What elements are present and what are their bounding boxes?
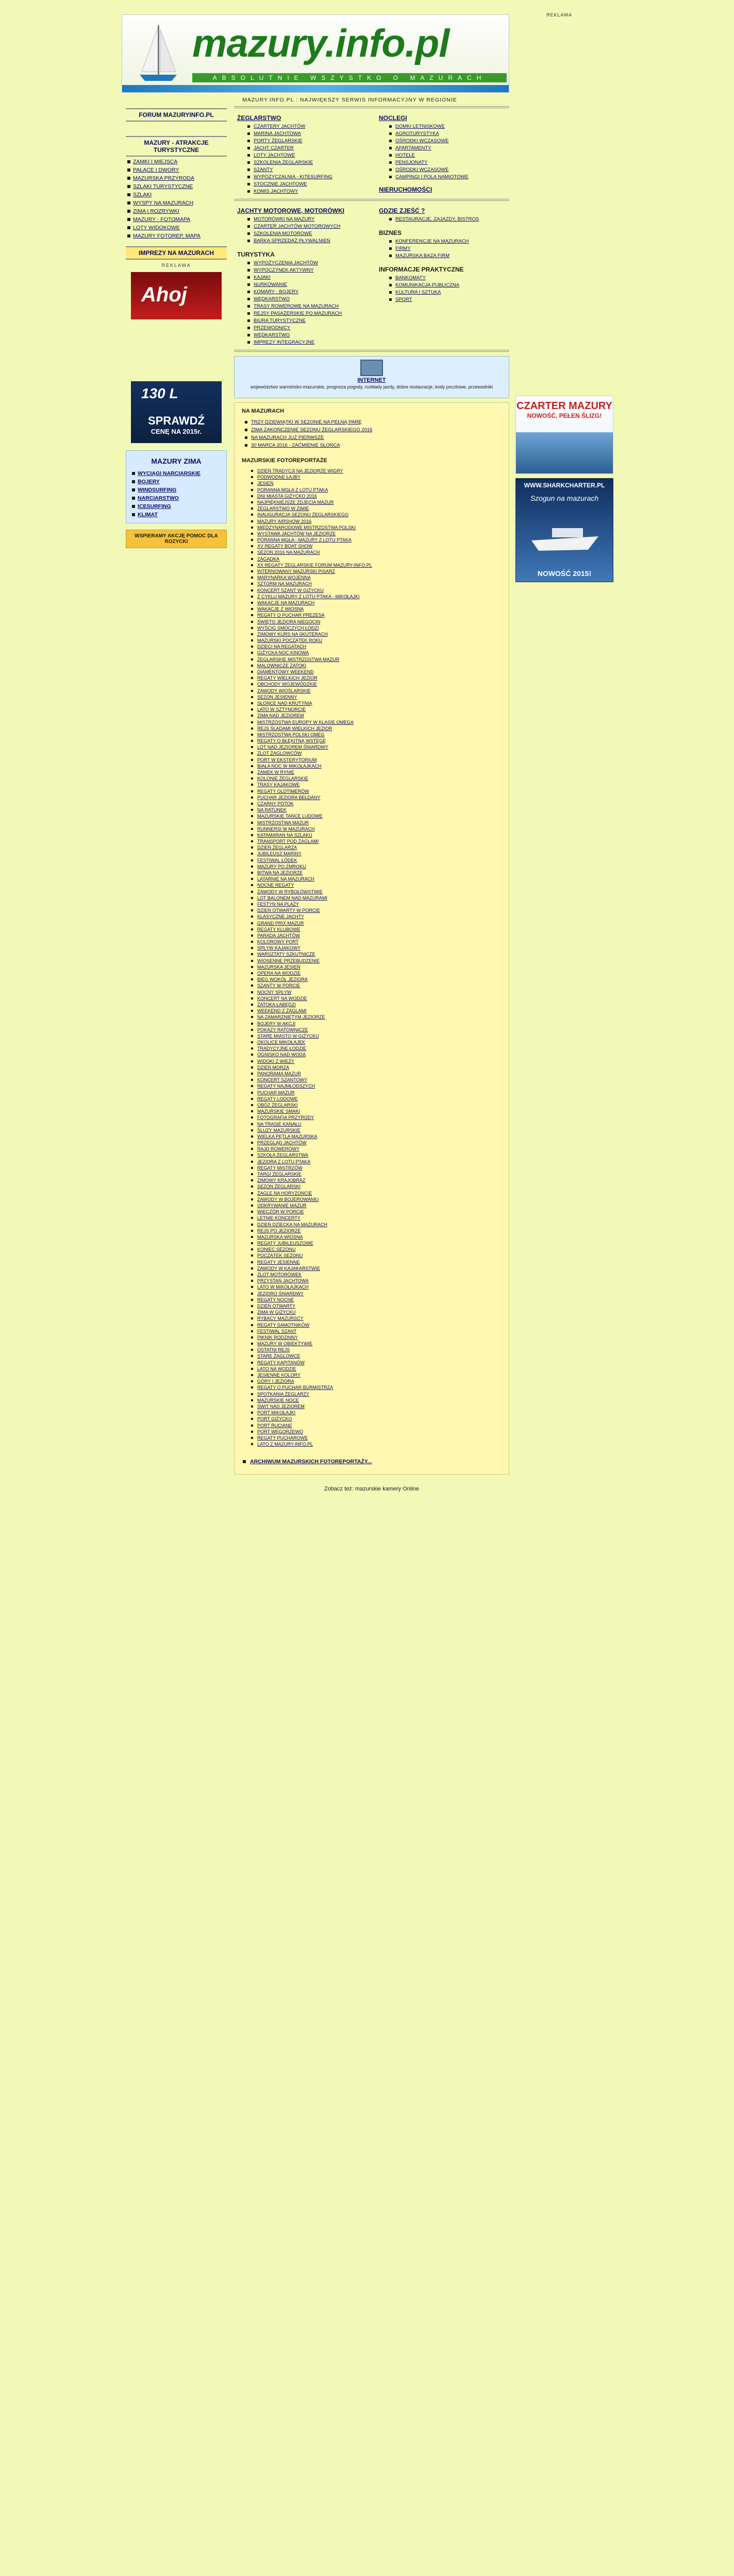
cat-turystyka: TURYSTYKA xyxy=(237,251,275,258)
news-title: NA MAZURACH xyxy=(242,408,285,414)
report-link[interactable]: DZIEŃ DZIECKA NA MAZURACH xyxy=(251,1222,502,1228)
attraction-link[interactable]: ZAMKI I MIEJSCA xyxy=(126,159,227,165)
attraction-link[interactable]: WYSPY NA MAZURACH xyxy=(126,200,227,206)
report-link[interactable]: WYŚCIG SMOCZYCH ŁODZI xyxy=(251,625,502,631)
attraction-link[interactable]: SZLAKI xyxy=(126,192,227,198)
sprawdz-line: SPRAWDŹ xyxy=(148,414,205,427)
reports-title: MAZURSKIE FOTOREPORTAŻE xyxy=(242,457,327,464)
category-link[interactable]: PENSJONATY xyxy=(389,160,506,165)
report-link[interactable]: FESTIWAL ŁÓDEK xyxy=(251,857,502,863)
report-link[interactable]: SŁOŃCE NAD KRUTYNIĄ xyxy=(251,700,502,706)
report-link[interactable]: ŚWIT NAD JEZIOREM xyxy=(251,1403,502,1410)
report-link[interactable]: ZIMA W GIŻYCKU xyxy=(251,1309,502,1315)
cat-biznes: BIZNES xyxy=(379,229,402,236)
shark-ad[interactable] xyxy=(515,478,613,582)
report-link[interactable]: REGATY WIELKICH JEZIOR xyxy=(251,675,502,681)
category-link[interactable]: SPORT xyxy=(389,297,506,302)
category-link[interactable]: LOTY JACHTOWE xyxy=(247,152,364,158)
report-link[interactable]: ZAMEK W RYNIE xyxy=(251,769,502,775)
report-link[interactable]: SPŁYW KAJAKOWY xyxy=(251,945,502,951)
report-link[interactable]: PODWODNE ŁAJBY xyxy=(251,474,502,480)
category-link[interactable]: WYPOŻYCZENIA JACHTÓW xyxy=(247,260,364,266)
report-link[interactable]: DZIEŃ MORZA xyxy=(251,1064,502,1071)
report-link[interactable]: BOJERY W AKCJI xyxy=(251,1021,502,1027)
shark-ad-bottom: NOWOŚĆ 2015! xyxy=(537,569,592,578)
category-link[interactable]: WĘDKARSTWO xyxy=(247,296,364,302)
report-link[interactable]: REGATY JUBILEUSZOWE xyxy=(251,1240,502,1246)
divider xyxy=(234,106,509,108)
report-link[interactable]: GRAND PRIX MAZUR xyxy=(251,920,502,926)
winter-link[interactable]: NARCIARSTWO xyxy=(130,495,222,501)
report-link[interactable]: LOT NAD JEZIOREM ŚNIARDWY xyxy=(251,744,502,750)
report-link[interactable]: WAKACJE NA MAZURACH xyxy=(251,600,502,606)
report-link[interactable]: WIELKA PĘTLA MAZURSKA xyxy=(251,1133,502,1140)
report-link[interactable]: PIKNIK RODZINNY xyxy=(251,1334,502,1341)
attraction-link[interactable]: MAZURY - FOTOMAPA xyxy=(126,216,227,223)
category-link[interactable]: MAZURSKA BAZA FIRM xyxy=(389,253,506,259)
monitor-icon xyxy=(360,360,383,376)
category-link[interactable]: IMPREZY INTEGRACYJNE xyxy=(247,340,364,345)
report-link[interactable]: ZAWODY W BOJEROWANIU xyxy=(251,1196,502,1202)
report-link[interactable]: WARSZTATY SZKUTNICZE xyxy=(251,951,502,957)
category-link[interactable]: STOCZNIE JACHTOWE xyxy=(247,181,364,187)
report-link[interactable]: GIŻYCKA NOC KINOWA xyxy=(251,650,502,656)
report-link[interactable]: MAZURY PO ZMROKU xyxy=(251,863,502,870)
report-link[interactable]: PORANNA MGŁA - MAZURY Z LOTU PTAKA xyxy=(251,537,502,543)
category-link[interactable]: JACHT CZARTER xyxy=(247,145,364,151)
category-link[interactable]: CAMPINGI I POLA NAMIOTOWE xyxy=(389,174,506,180)
report-link[interactable]: ŻAGLE NA HORYZONCIE xyxy=(251,1190,502,1196)
internet-title[interactable]: INTERNET xyxy=(357,377,386,383)
report-link[interactable]: DNI MIASTA GIŻYCKO 2016 xyxy=(251,493,502,499)
site-tagline: ABSOLUTNIE WSZYSTKO O MAZURACH xyxy=(192,73,507,82)
report-link[interactable]: DZIEŃ ŻEGLARZA xyxy=(251,844,502,851)
turystyka-list xyxy=(247,260,364,345)
report-link[interactable]: PANORAMA MAZUR xyxy=(251,1071,502,1077)
report-link[interactable]: ŻEGLARSKIE MISTRZOSTWA MAZUR xyxy=(251,656,502,663)
attraction-link[interactable]: SZLAKI TURYSTYCZNE xyxy=(126,183,227,190)
report-link[interactable]: OBCHODY WOJEWÓDZKIE xyxy=(251,681,502,687)
report-link[interactable]: SEZON 2016 NA MAZURACH xyxy=(251,549,502,555)
category-link[interactable]: OŚRODKI WCZASOWE xyxy=(389,167,506,173)
category-grid-1 xyxy=(234,111,509,196)
report-link[interactable]: JESIENNE KOLORY xyxy=(251,1372,502,1378)
report-link[interactable]: BIAŁA NOC W MIKOŁAJKACH xyxy=(251,763,502,769)
report-link[interactable]: PUCHAR MAZUR xyxy=(251,1090,502,1096)
winter-link[interactable]: BOJERY xyxy=(130,479,222,485)
attraction-link[interactable]: MAZURSKA PRZYRODA xyxy=(126,175,227,181)
report-link[interactable]: NA ZAMARZNIĘTYM JEZIORZE xyxy=(251,1014,502,1020)
divider xyxy=(234,350,509,352)
report-link[interactable]: KATAMARAN NA SZLAKU xyxy=(251,832,502,838)
report-link[interactable]: TRADYCYJNE ŁODZIE xyxy=(251,1045,502,1052)
category-link[interactable]: REJSY PASAŻERSKIE PO MAZURACH xyxy=(247,311,364,316)
report-link[interactable]: ZAWODY W KAJAKARSTWIE xyxy=(251,1265,502,1272)
footer-note[interactable]: Zobacz też: mazurskie kamery Online xyxy=(324,1486,419,1493)
report-link[interactable]: JESIEŃ xyxy=(251,480,502,486)
czarter-ad-photo xyxy=(516,432,613,473)
report-link[interactable]: WAKACJE Z WIOSNĄ xyxy=(251,606,502,612)
report-link[interactable]: ODKRYWANIE MAZUR xyxy=(251,1202,502,1209)
report-link[interactable]: REGATY O PUCHAR BURMISTRZA xyxy=(251,1384,502,1391)
report-link[interactable]: GÓRY I JEZIORA xyxy=(251,1378,502,1384)
attraction-link[interactable]: LOTY WIDOKOWE xyxy=(126,225,227,231)
report-link[interactable]: SPOTKANIA ŻEGLARZY xyxy=(251,1391,502,1397)
category-link[interactable]: KONFERENCJE NA MAZURACH xyxy=(389,239,506,244)
report-link[interactable]: NOCNE REGATY xyxy=(251,882,502,888)
category-link[interactable]: WYPOCZYNEK AKTYWNY xyxy=(247,267,364,273)
category-link[interactable]: WĘDKARSTWO xyxy=(247,332,364,338)
report-link[interactable]: PORT GIŻYCKO xyxy=(251,1416,502,1422)
report-link[interactable]: MAZURY W OBIEKTYWIE xyxy=(251,1341,502,1347)
attractions-list xyxy=(126,159,227,239)
report-link[interactable]: KOLOROWY PORT xyxy=(251,939,502,945)
archive-link[interactable]: ARCHIWUM MAZURSKICH FOTOREPORTAŻY... xyxy=(242,1459,502,1465)
attraction-link[interactable]: ZIMA I ROZRYWKI xyxy=(126,208,227,214)
report-link[interactable]: LATO W SZTYNORCIE xyxy=(251,706,502,713)
category-link[interactable]: OŚRODKI WCZASOWE xyxy=(389,138,506,144)
report-link[interactable]: STARE ŻAGLOWCE xyxy=(251,1353,502,1359)
news-link[interactable]: ZIMA ZAKOŃCZENIE SEZONU ŻEGLARSKIEGO 2016 xyxy=(245,427,502,433)
winter-link[interactable]: WYCIĄGI NARCIARSKIE xyxy=(130,470,222,477)
shark-ad-url: WWW.SHARKCHARTER.PL xyxy=(524,482,605,489)
report-link[interactable]: CZARNY POTOK xyxy=(251,801,502,807)
report-link[interactable]: TARGI ŻEGLARSKIE xyxy=(251,1171,502,1177)
report-link[interactable]: PORT WĘGORZEWO xyxy=(251,1429,502,1435)
info-list xyxy=(389,275,506,302)
report-link[interactable]: ZIMOWY KURS NA SKUTERACH xyxy=(251,631,502,637)
report-link[interactable]: PORT W EKSTERYTORIUM xyxy=(251,757,502,763)
cat-jachty-motorowe[interactable]: JACHTY MOTOROWE, MOTORÓWKI xyxy=(237,207,345,214)
shark-ad-sub: Szogun na mazurach xyxy=(530,494,599,502)
winter-link[interactable]: KLIMAT xyxy=(130,512,222,518)
report-link[interactable]: JUBILEUSZ MARINY xyxy=(251,851,502,857)
report-link[interactable]: RYBACY MAZURSCY xyxy=(251,1315,502,1321)
attraction-link[interactable]: PAŁACE I DWORY xyxy=(126,167,227,173)
report-link[interactable]: DIAMENTOWY WEEKEND xyxy=(251,669,502,675)
attraction-link[interactable]: MAZURY FOTOREP. MAPA xyxy=(126,233,227,239)
report-link[interactable]: NA TRASIE KANAŁU xyxy=(251,1121,502,1127)
report-link[interactable]: DZIEŃ TRADYCJI NA JEZIORZE WIGRY xyxy=(251,468,502,474)
report-link[interactable]: PRZYSTAŃ JACHTOWA xyxy=(251,1278,502,1284)
cat-left-list xyxy=(247,124,364,194)
report-link[interactable]: PORT MIKOŁAJKI xyxy=(251,1410,502,1416)
category-link[interactable]: BARKA SPRZEDAŻ PŁYWALNIEŃ xyxy=(247,238,364,244)
report-link[interactable]: SZANTY W PORCIE xyxy=(251,982,502,989)
report-link[interactable]: ŻEGLARSTWO W ZIMIE xyxy=(251,505,502,512)
report-link[interactable]: KONCERT SZANT W GIŻYCKU xyxy=(251,587,502,594)
news-link[interactable]: NA MAZURACH JUŻ PIERWSZE xyxy=(245,435,502,440)
report-link[interactable]: OGNISKO NAD WODĄ xyxy=(251,1052,502,1058)
report-link[interactable]: RAJD ROWEROWY xyxy=(251,1146,502,1152)
report-link[interactable]: REJS ŚLADAMI WIELKICH JEZIOR xyxy=(251,725,502,732)
report-link[interactable]: FESTIWAL SZANT xyxy=(251,1328,502,1334)
cat-right-list xyxy=(389,124,506,180)
report-link[interactable]: WIDOKI Z WIEŻY xyxy=(251,1058,502,1064)
site-logo[interactable]: mazury.info.pl xyxy=(192,22,449,65)
report-link[interactable]: KONCERT NA WODZIE xyxy=(251,995,502,1002)
sprawdz-model: 130 L xyxy=(141,385,178,401)
report-link[interactable]: REGATY KLUBOWE xyxy=(251,926,502,933)
category-link[interactable]: BIURA TURYSTYCZNE xyxy=(247,318,364,324)
report-link[interactable]: ZLOT ŻAGLOWCÓW xyxy=(251,750,502,756)
report-link[interactable]: MISTRZOSTWA MAZUR xyxy=(251,820,502,826)
report-link[interactable]: MAZURSKA WIOSNA xyxy=(251,1234,502,1240)
report-link[interactable]: SZTORM NA MAZURACH xyxy=(251,581,502,587)
cat-nieruchomosci[interactable]: NIERUCHOMOŚCI xyxy=(379,186,432,193)
site-header xyxy=(122,14,509,93)
category-link[interactable]: KOMIS JACHTOWY xyxy=(247,189,364,194)
report-link[interactable]: NA RATUNEK xyxy=(251,807,502,813)
report-link[interactable]: LOT BALONEM NAD MAZURAMI xyxy=(251,895,502,901)
report-link[interactable]: ZIMOWY KRAJOBRAZ xyxy=(251,1177,502,1183)
report-link[interactable]: Z CYKLU MAZURY Z LOTU PTAKA - MIKOŁAJKI xyxy=(251,594,502,600)
attractions-title: MAZURY - ATRAKCJE TURYSTYCZNE xyxy=(126,136,227,157)
divider xyxy=(234,199,509,201)
breadcrumb: MAZURY.INFO.PL : NAJWIĘKSZY SERWIS INFORMACYJNY W REGIONIE xyxy=(242,97,457,103)
report-link[interactable]: SZKOŁA ŻEGLARSTWA xyxy=(251,1152,502,1158)
report-link[interactable]: NAJPIĘKNIEJSZE ZDJĘCIA MAZUR xyxy=(251,499,502,505)
report-link[interactable]: REGATY KAPITANÓW xyxy=(251,1360,502,1366)
report-link[interactable]: XV REGATY BOAT SHOW xyxy=(251,543,502,549)
report-link[interactable]: SEZON JESIENNY xyxy=(251,694,502,700)
report-link[interactable]: PUCHAR JEZIORA BEŁDANY xyxy=(251,794,502,801)
report-link[interactable]: LETNIE KONCERTY xyxy=(251,1215,502,1221)
news-link[interactable]: 30 MARCA 2016 - ZAĆMIENIE SŁOŃCA xyxy=(245,443,502,448)
boat-icon xyxy=(526,510,604,556)
category-link[interactable]: AGROTURYSTYKA xyxy=(389,131,506,137)
report-link[interactable]: PRZEGLĄD JACHTÓW xyxy=(251,1140,502,1146)
cat2-right-list xyxy=(389,216,506,222)
news-top-list xyxy=(245,419,502,448)
category-link[interactable]: APARTAMENTY xyxy=(389,145,506,151)
report-link[interactable]: REGATY LODOWE xyxy=(251,1096,502,1102)
report-link[interactable]: KONIEC SEZONU xyxy=(251,1246,502,1252)
ahoj-banner-text: Ahoj xyxy=(141,283,187,306)
report-link[interactable]: MISTRZOSTWA POLSKI OMEG xyxy=(251,732,502,738)
report-link[interactable]: MAZURSKIE SMAKI xyxy=(251,1108,502,1114)
report-link[interactable]: KLASYCZNE JACHTY xyxy=(251,913,502,920)
sailboat-logo-icon xyxy=(138,24,179,85)
report-link[interactable]: REJS PO JEZIORZE xyxy=(251,1228,502,1234)
category-grid-2 xyxy=(234,204,509,347)
report-link[interactable]: ZAWODY W RYBOŁÓWSTWIE xyxy=(251,889,502,895)
internet-desc: województwo warmińsko-mazurskie, prognoza pogody, rozkłady jazdy, dobre restauracje, kody pocztowe, przewodniki xyxy=(250,384,493,389)
cat-noclegi[interactable]: NOCLEGI xyxy=(379,114,407,122)
internet-box[interactable] xyxy=(234,356,509,398)
report-link[interactable]: ZLOT MOTORÓWEK xyxy=(251,1272,502,1278)
report-link[interactable]: MAZURSKA JESIEŃ xyxy=(251,964,502,970)
czarter-ad[interactable] xyxy=(515,396,613,474)
promo-box[interactable]: WSPIERAMY AKCJĘ POMOC DLA ROZYCKI xyxy=(126,530,227,548)
report-link[interactable]: WEEKEND Z ŻAGLAMI xyxy=(251,1008,502,1014)
cat-info: INFORMACJE PRAKTYCZNE xyxy=(379,266,464,273)
report-link[interactable]: WYSTAWA JACHTÓW NA JEZIORZE xyxy=(251,531,502,537)
report-link[interactable]: BIEG WOKÓŁ JEZIORA xyxy=(251,976,502,982)
category-link[interactable]: DOMKI LETNISKOWE xyxy=(389,124,506,129)
report-link[interactable]: PORANNA MGŁA Z LOTU PTAKA xyxy=(251,487,502,493)
report-link[interactable]: TRASY KAJAKOWE xyxy=(251,782,502,788)
category-link[interactable]: SZANTY xyxy=(247,167,364,173)
category-link[interactable]: FIRMY xyxy=(389,246,506,251)
category-link[interactable]: MOTORÓWKI NA MAZURY xyxy=(247,216,364,222)
report-link[interactable]: KOLONIE ŻEGLARSKIE xyxy=(251,775,502,782)
category-link[interactable]: HOTELE xyxy=(389,152,506,158)
report-link[interactable]: JEZIORA Z LOTU PTAKA xyxy=(251,1159,502,1165)
report-link[interactable]: NOCNY SPŁYW xyxy=(251,989,502,995)
category-link[interactable]: MARINA JACHTOWA xyxy=(247,131,364,137)
page-wrapper xyxy=(122,14,509,1493)
category-link[interactable]: CZARTER JACHTÓW MOTOROWYCH xyxy=(247,224,364,229)
right-column xyxy=(515,14,613,582)
report-link[interactable]: KONCERT SZANTOWY xyxy=(251,1077,502,1083)
report-link[interactable]: BITWA NA JEZIORZE xyxy=(251,870,502,876)
report-link[interactable]: TRANSPORT POD ŻAGLAMI xyxy=(251,838,502,844)
report-link[interactable]: STARE MIASTO W GIŻYCKU xyxy=(251,1033,502,1039)
report-link[interactable]: OPERA NA WODZIE xyxy=(251,970,502,976)
report-link[interactable]: ZATOKA ŁABĘDZI xyxy=(251,1002,502,1008)
report-link[interactable]: MIĘDZYNARODOWE MISTRZOSTWA POLSKI xyxy=(251,524,502,531)
category-link[interactable]: BANKOMATY xyxy=(389,275,506,281)
report-link[interactable]: ŚWIĘTO JEZIORA NIEGOCIN xyxy=(251,619,502,625)
report-link[interactable]: REGATY O BŁĘKITNĄ WSTĘGĘ xyxy=(251,738,502,744)
winter-title: MAZURY ZIMA xyxy=(151,457,202,465)
category-link[interactable]: WYPOŻYCZALNIA - KITESURFING xyxy=(247,174,364,180)
report-link[interactable]: PORT RUCIANE xyxy=(251,1422,502,1429)
sprawdz-price-line: CENĘ NA 2015r. xyxy=(151,428,202,435)
report-link[interactable]: REGATY OLDTIMERÓW xyxy=(251,788,502,794)
report-link[interactable]: MALOWNICZE ZATOKI xyxy=(251,663,502,669)
czarter-ad-title: CZARTER MAZURY xyxy=(516,400,612,412)
report-link[interactable]: PARADA JACHTÓW xyxy=(251,933,502,939)
report-link[interactable]: DZIECI NA REGATACH xyxy=(251,643,502,650)
report-link[interactable]: LATO NA WODZIE xyxy=(251,1366,502,1372)
news-box xyxy=(234,402,509,1475)
report-link[interactable]: MAZURSKI POCZĄTEK ROKU xyxy=(251,637,502,643)
reklama-label: REKLAMA xyxy=(161,263,191,268)
category-link[interactable]: KULTURA I SZTUKA xyxy=(389,290,506,295)
report-link[interactable]: LATO Z MAZURY-INFO.PL xyxy=(251,1441,502,1447)
report-link[interactable]: ZIMA NAD JEZIOREM xyxy=(251,713,502,719)
report-link[interactable]: REGATY MISTRZÓW xyxy=(251,1165,502,1171)
category-link[interactable]: TRASY ROWEROWE NA MAZURACH xyxy=(247,303,364,309)
category-link[interactable]: CZARTERY JACHTÓW xyxy=(247,124,364,129)
report-link[interactable]: SEZON ŻEGLARSKI xyxy=(251,1183,502,1190)
report-link[interactable]: REGATY PUCHAROWE xyxy=(251,1435,502,1441)
czarter-ad-sub: NOWOŚĆ, PEŁEN ŚLIZG! xyxy=(527,412,602,419)
news-link[interactable]: TRZY DZIEWIĄTKI W SEZONIE NA PEŁNĄ PARĘ xyxy=(245,419,502,425)
report-link[interactable]: MISTRZOSTWA EUROPY W KLASIE OMEGA xyxy=(251,719,502,725)
sprawdz-banner[interactable] xyxy=(131,381,222,443)
left-column xyxy=(122,92,231,548)
category-link[interactable]: SZKOLENIA MOTOROWE xyxy=(247,231,364,236)
category-link[interactable]: KOMUNIKACJA PUBLICZNA xyxy=(389,282,506,288)
category-link[interactable]: PORTY ŻEGLARSKIE xyxy=(247,138,364,144)
report-link[interactable]: MAZURSKIE TAŃCE LUDOWE xyxy=(251,813,502,819)
report-link[interactable]: MARYNARKA WOJENNA xyxy=(251,574,502,581)
report-link[interactable]: FOTOGRAFIA PRZYRODY xyxy=(251,1114,502,1121)
report-link[interactable]: REGATY NOCNE xyxy=(251,1297,502,1303)
report-link[interactable]: MAZURSKIE NOCE xyxy=(251,1397,502,1403)
category-link[interactable]: PRZEWODNICY xyxy=(247,325,364,331)
category-link[interactable]: NURKOWANIE xyxy=(247,282,364,287)
winter-list xyxy=(130,470,222,518)
report-link[interactable]: DZIEŃ OTWARTY W PORCIE xyxy=(251,907,502,913)
category-link[interactable]: RESTAURACJE, ZAJAZDY, BISTROS xyxy=(389,216,506,222)
forum-link[interactable]: FORUM MAZURYINFO.PL xyxy=(126,108,227,122)
report-link[interactable]: REGATY JESIENNE xyxy=(251,1259,502,1265)
report-link[interactable]: OKOLICE MIKOŁAJEK xyxy=(251,1039,502,1045)
report-link[interactable]: DZIEŃ OTWARTY xyxy=(251,1303,502,1309)
report-link[interactable]: WIOSENNE PRZEBUDZENIE xyxy=(251,958,502,964)
report-link[interactable]: OSTATNI REJS xyxy=(251,1347,502,1353)
right-reklama-label: REKLAMA xyxy=(546,12,573,18)
ahoj-banner[interactable] xyxy=(131,272,222,319)
main-column xyxy=(234,92,509,1496)
report-link[interactable]: INTERNOWANY MAZURSKI PISARZ xyxy=(251,568,502,574)
biznes-list xyxy=(389,239,506,259)
report-link[interactable]: FESTYN NA PLAŻY xyxy=(251,901,502,907)
report-link[interactable]: POCZĄTEK SEZONU xyxy=(251,1252,502,1259)
report-link[interactable]: INAUGURACJA SEZONU ŻEGLARSKIEGO xyxy=(251,512,502,518)
report-link[interactable]: JEZIORO ŚNIARDWY xyxy=(251,1291,502,1297)
report-link[interactable]: OBÓZ ŻEGLARSKI xyxy=(251,1102,502,1108)
category-link[interactable]: KAJAKI xyxy=(247,275,364,280)
winter-link[interactable]: ICESURFING xyxy=(130,503,222,510)
winter-box xyxy=(126,450,227,523)
header-band xyxy=(122,85,509,92)
report-link[interactable]: REGATY SAMOTNIKÓW xyxy=(251,1322,502,1328)
report-link[interactable]: MAZURY AIRSHOW 2016 xyxy=(251,518,502,524)
report-link[interactable]: LATO W MIKOŁAJKACH xyxy=(251,1284,502,1290)
report-link[interactable]: ZAGADKA xyxy=(251,556,502,562)
cat-zeglarstwo[interactable]: ŻEGLARSTWO xyxy=(237,114,281,122)
imprezy-link[interactable]: IMPREZY NA MAZURACH xyxy=(126,246,227,260)
category-link[interactable]: SZKOLENIA ŻEGLARSKIE xyxy=(247,160,364,165)
report-link[interactable]: XX REGATY ŻEGLARSKIE FORUM MAZURY-INFO.PL xyxy=(251,562,502,568)
cat2-left-list xyxy=(247,216,364,244)
report-link[interactable]: LATARNIE NA MAZURACH xyxy=(251,876,502,882)
report-link[interactable]: REGATY NAJMŁODSZYCH xyxy=(251,1083,502,1089)
report-link[interactable]: RUNNERSI W MAZURACH xyxy=(251,826,502,832)
report-link[interactable]: ŚLUZY MAZURSKIE xyxy=(251,1127,502,1133)
report-link[interactable]: ZAWODY WIOŚLARSKIE xyxy=(251,688,502,694)
cat-gdzie-zjesc[interactable]: GDZIE ZJEŚĆ ? xyxy=(379,207,425,214)
winter-link[interactable]: WINDSURFING xyxy=(130,487,222,493)
category-link[interactable]: KOMARY - BOJERY xyxy=(247,289,364,295)
report-link[interactable]: POKAZY RATOWNICZE xyxy=(251,1027,502,1033)
reports-list xyxy=(251,468,502,1447)
report-link[interactable]: REGATY O PUCHAR PREZESA xyxy=(251,612,502,618)
report-link[interactable]: WIECZÓR W PORCIE xyxy=(251,1209,502,1215)
